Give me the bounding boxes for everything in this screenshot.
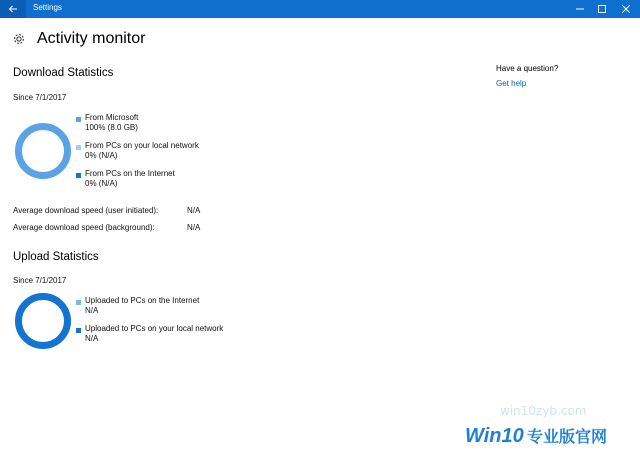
watermark-url: win10zyb.com	[500, 404, 587, 418]
legend-item-local-network	[76, 141, 199, 161]
avg-download-user-value: N/A	[187, 206, 201, 215]
legend-item-upload-internet	[76, 296, 199, 316]
download-ring-microsoft	[19, 127, 68, 176]
legend-value-upload-local: N/A	[85, 334, 99, 343]
upload-ring	[19, 297, 68, 346]
legend-label-upload-internet: Uploaded to PCs on the Internet	[85, 296, 200, 305]
legend-label-upload-local: Uploaded to PCs on your local network	[85, 324, 224, 333]
maximize-icon	[598, 5, 606, 13]
upload-donut-chart	[14, 292, 72, 350]
legend-swatch-upload-internet	[76, 300, 81, 305]
download-statistics-heading: Download Statistics	[13, 67, 114, 79]
legend-value-internet: 0% (N/A)	[85, 179, 118, 188]
maximize-button[interactable]	[590, 0, 614, 18]
get-help-link[interactable]: Get help	[496, 79, 527, 88]
legend-value-local-network: 0% (N/A)	[85, 151, 118, 160]
download-since-text: Since 7/1/2017	[13, 93, 67, 102]
upload-since-text: Since 7/1/2017	[13, 276, 67, 285]
svg-text:专业版官网: 专业版官网	[527, 427, 608, 446]
legend-value-upload-internet: N/A	[85, 306, 99, 315]
upload-statistics-heading: Upload Statistics	[13, 251, 99, 263]
watermark-logo	[463, 423, 635, 447]
minimize-button[interactable]	[568, 0, 592, 18]
window-title: Settings	[33, 3, 62, 12]
back-arrow-icon	[8, 5, 18, 13]
close-button[interactable]	[614, 0, 638, 18]
legend-label-internet: From PCs on the Internet	[85, 169, 175, 178]
page-title: Activity monitor	[37, 30, 146, 47]
svg-text:Win10: Win10	[465, 425, 524, 447]
avg-download-background-label: Average download speed (background):	[13, 223, 155, 232]
page-header	[12, 30, 145, 48]
back-button[interactable]	[0, 0, 26, 18]
gear-icon	[12, 32, 26, 46]
legend-label-microsoft: From Microsoft	[85, 113, 139, 122]
legend-label-local-network: From PCs on your local network	[85, 141, 199, 150]
legend-item-upload-local	[76, 324, 223, 344]
title-bar	[0, 0, 640, 18]
legend-item-microsoft	[76, 113, 138, 133]
legend-swatch-internet	[76, 173, 81, 178]
minimize-icon	[576, 5, 584, 13]
legend-swatch-upload-local	[76, 328, 81, 333]
download-donut-chart	[14, 122, 72, 180]
legend-value-microsoft: 100% (8.0 GB)	[85, 123, 138, 132]
legend-swatch-microsoft	[76, 117, 81, 122]
close-icon	[622, 5, 630, 13]
help-question-text: Have a question?	[496, 64, 559, 73]
legend-swatch-local-network	[76, 145, 81, 150]
legend-item-internet	[76, 169, 175, 189]
avg-download-background-value: N/A	[187, 223, 201, 232]
avg-download-user-label: Average download speed (user initiated):	[13, 206, 159, 215]
